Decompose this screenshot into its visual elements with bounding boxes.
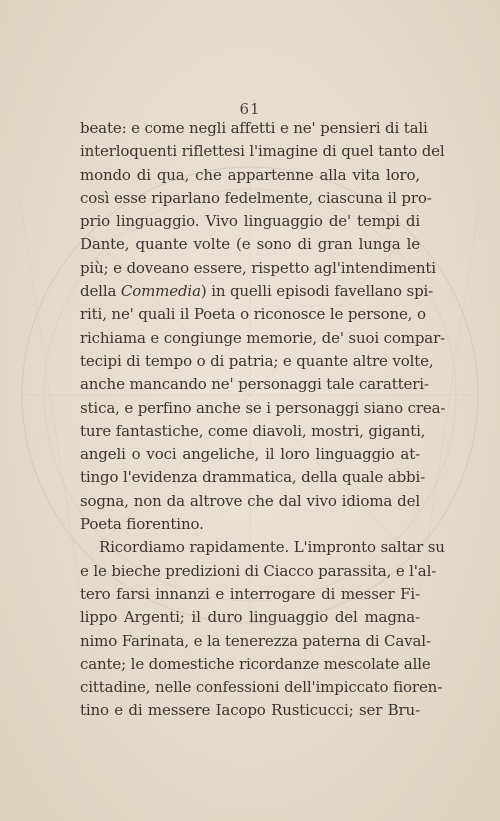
text-line: tingo l'evidenza drammatica, della quale abbi- bbox=[80, 468, 426, 487]
text-line: tero farsi innanzi e interrogare di messer Fi- bbox=[80, 584, 420, 603]
text-line: tecipi di tempo o di patria; e quante altre volte, bbox=[80, 351, 434, 370]
text-line-with-title bbox=[80, 280, 434, 303]
text-line: riti, ne' quali il Poeta o riconosce le persone, o bbox=[80, 305, 426, 324]
text-line: più; e doveano essere, rispetto agl'intendimenti bbox=[80, 258, 436, 277]
body-text bbox=[80, 117, 446, 723]
page-number: 61 bbox=[239, 100, 261, 118]
text-line: beate: e come negli affetti e ne' pensieri di tali bbox=[80, 119, 428, 137]
text-line: richiama e congiunge memorie, de' suoi compar- bbox=[80, 328, 446, 347]
text-line: e le bieche predizioni di Ciacco parassita, e l'al- bbox=[80, 561, 437, 580]
text-line: stica, e perfino anche se i personaggi siano crea- bbox=[80, 398, 446, 417]
work-title: Commedia bbox=[120, 282, 201, 301]
text-line: cittadine, nelle confessioni dell'impiccato fioren- bbox=[80, 678, 443, 697]
text-line: tino e di messere Iacopo Rusticucci; ser Bru- bbox=[80, 701, 420, 720]
text-line: sogna, non da altrove che dal vivo idioma del bbox=[80, 491, 420, 510]
text-fragment: ) in quelli episodi favellano spi- bbox=[200, 282, 434, 301]
text-line: nimo Farinata, e la tenerezza paterna di Caval- bbox=[80, 631, 431, 650]
text-line: interloquenti riflettesi l'imagine di quel tanto del bbox=[80, 142, 445, 161]
text-line: cante; le domestiche ricordanze mescolate alle bbox=[80, 654, 431, 673]
text-line: angeli o voci angeliche, il loro linguaggio at- bbox=[80, 445, 420, 464]
text-line: mondo di qua, che appartenne alla vita loro, bbox=[80, 165, 420, 184]
text-line: Ricordiamo rapidamente. L'impronto saltar su bbox=[99, 538, 445, 557]
text-line: ture fantastiche, come diavoli, mostri, giganti, bbox=[80, 421, 426, 440]
text-line: Poeta fiorentino. bbox=[80, 515, 204, 534]
text-line: prio linguaggio. Vivo linguaggio de' tempi di bbox=[80, 212, 420, 231]
text-line: così esse riparlano fedelmente, ciascuna il pro- bbox=[80, 188, 432, 207]
text-line: Dante, quante volte (e sono di gran lunga le bbox=[80, 235, 420, 254]
text-line: anche mancando ne' personaggi tale caratteri- bbox=[80, 375, 429, 394]
text-line: lippo Argenti; il duro linguaggio del magna- bbox=[80, 608, 420, 627]
text-fragment: della bbox=[80, 282, 121, 301]
